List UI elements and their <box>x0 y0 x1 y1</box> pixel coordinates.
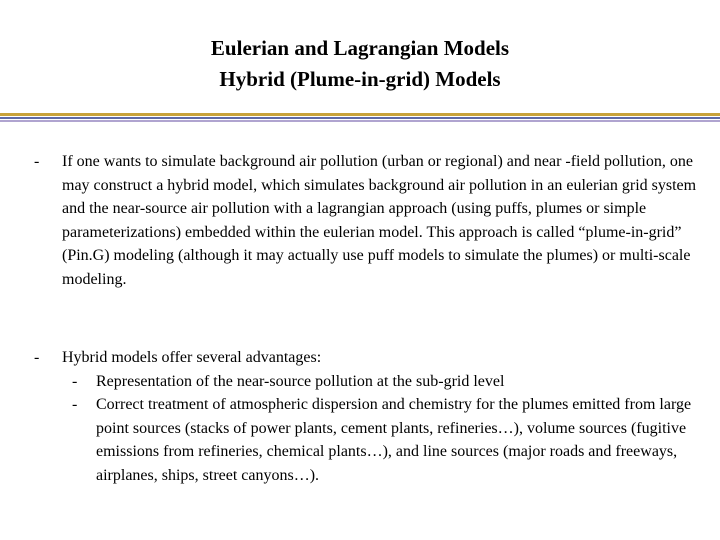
bullet-item <box>34 346 704 487</box>
bullet-item <box>34 150 704 291</box>
title-line-2: Hybrid (Plume-in-grid) Models <box>219 67 501 91</box>
sub-bullet-text: Correct treatment of atmospheric dispersion and chemistry for the plumes emitted from large point sources (stacks of power plants, cement plants, refineries…), volume sources (fugitive emissions from refineries, chemical plants…), and line sources (major roads and freeways, airplanes, ships, street canyons…). <box>96 396 692 484</box>
sub-bullet-dash: - <box>72 372 78 390</box>
divider-line-blue <box>0 117 720 119</box>
bullet-dash: - <box>34 153 40 170</box>
bullet-dash: - <box>34 349 40 366</box>
sub-bullet-item <box>72 370 704 394</box>
title-line-1: Eulerian and Lagrangian Models <box>210 36 510 60</box>
slide-title <box>0 33 720 95</box>
sub-bullet-item <box>72 393 704 487</box>
bullet-text: If one wants to simulate background air pollution (urban or regional) and near -field pollution, one may construct a hybrid model, which simulates background air pollution in an eulerian grid system and the near-source air pollution with a lagrangian approach (using puffs, plumes or simple parameterizations) embedded within the eulerian model. This approach is called “plume-in-grid” (Pin.G) modeling (although it may actually use puff models to simulate the plumes) or multi-scale modeling. <box>62 153 697 288</box>
sub-bullet-text: Representation of the near-source pollution at the sub-grid level <box>96 372 505 390</box>
sub-bullet-dash: - <box>72 396 78 413</box>
bullet-text: Hybrid models offer several advantages: <box>62 349 322 366</box>
title-divider <box>0 113 720 125</box>
divider-line-gold <box>0 113 720 116</box>
divider-line-lavender <box>0 120 720 122</box>
